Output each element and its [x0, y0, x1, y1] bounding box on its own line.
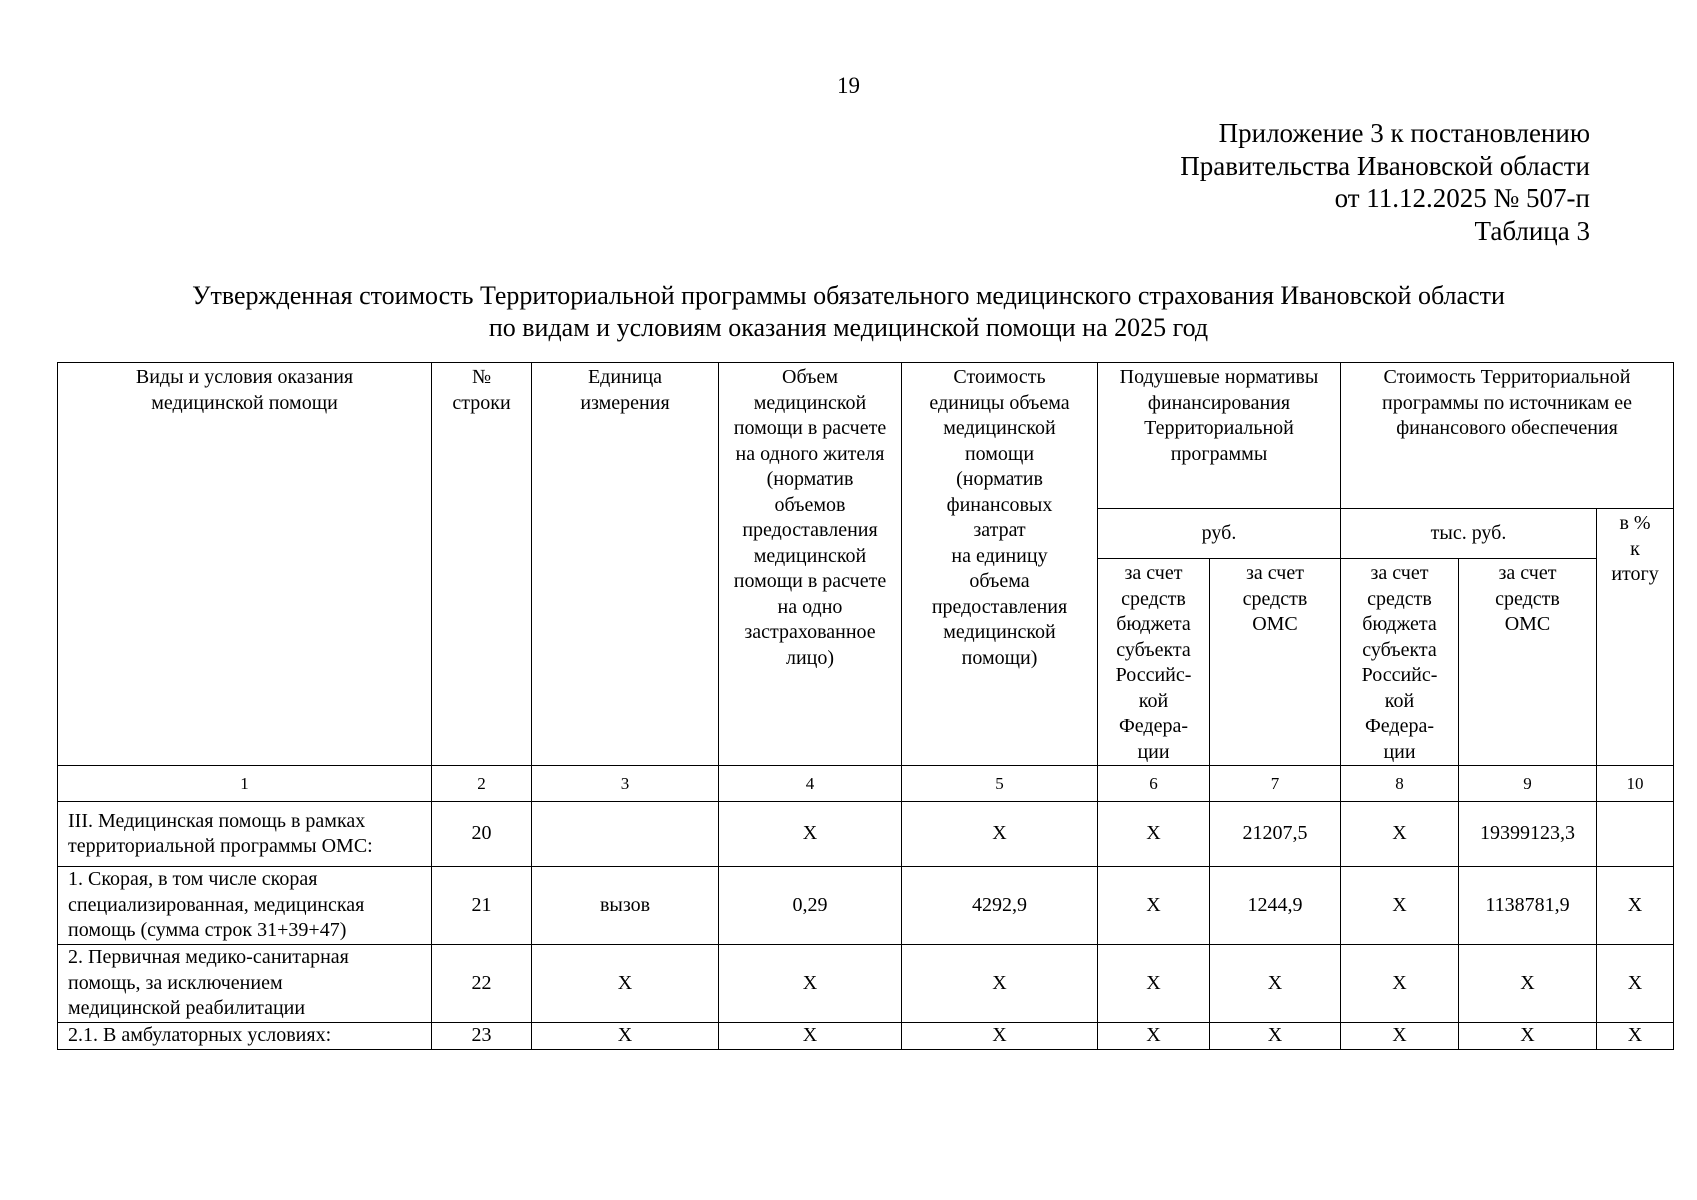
header-text: кой: [1384, 689, 1415, 712]
row-name: [58, 802, 432, 867]
header-text: Российс-: [1361, 664, 1438, 686]
column-number: 3: [532, 766, 719, 802]
column-number: 6: [1098, 766, 1210, 802]
header-text: №: [471, 366, 492, 388]
column-number: 1: [58, 766, 432, 802]
row-name-line: 2.1. В амбулаторных условиях:: [68, 1024, 332, 1046]
header-text: Единица: [587, 366, 663, 388]
row-unit-cost: 4292,9: [902, 867, 1098, 945]
header-text: Стоимость Территориальной: [1383, 366, 1631, 388]
appendix-block: [1180, 117, 1590, 247]
row-volume: X: [719, 945, 902, 1023]
header-text: Федера-: [1364, 715, 1434, 737]
row-name: [58, 945, 432, 1023]
header-text: (норматив: [956, 468, 1043, 490]
header-text: за счет: [1370, 562, 1429, 584]
row-name-line: специализированная, медицинская: [68, 893, 365, 916]
row-per-capita-budget: X: [1098, 945, 1210, 1023]
row-name: [58, 867, 432, 945]
header-text: средств: [1495, 587, 1560, 610]
table-row: [58, 1023, 1674, 1050]
row-per-capita-oms: X: [1210, 945, 1341, 1023]
row-name-line: помощь, за исключением: [68, 971, 283, 994]
header-text: Территориальной: [1144, 417, 1294, 439]
column-number: 2: [432, 766, 532, 802]
row-percent: [1597, 802, 1674, 867]
header-text: лицо): [785, 646, 835, 669]
header-text: итогу: [1611, 563, 1659, 585]
header-text: Стоимость: [953, 366, 1046, 388]
header-text: финансового обеспечения: [1396, 417, 1618, 439]
header-text: ОМС: [1252, 613, 1298, 635]
row-number: 20: [432, 802, 532, 867]
row-name-line: медицинской реабилитации: [68, 997, 306, 1020]
header-text: субъекта: [1362, 638, 1437, 661]
header-text: объема: [969, 570, 1030, 592]
row-name-line: территориальной программы ОМС:: [68, 835, 373, 857]
table-label: Таблица 3: [1474, 215, 1590, 246]
header-text: финансирования: [1147, 391, 1291, 414]
header-per-capita-budget: [1098, 559, 1210, 766]
header-text: Подушевые нормативы: [1119, 366, 1319, 388]
header-text: субъекта: [1116, 638, 1191, 661]
row-number: 21: [432, 867, 532, 945]
row-total-budget: X: [1341, 1023, 1459, 1050]
header-text: ции: [1383, 740, 1416, 763]
header-text: в %: [1619, 512, 1651, 534]
header-text: за счет: [1246, 562, 1304, 584]
header-text: медицинской: [943, 621, 1056, 643]
header-per-capita-group: [1098, 363, 1341, 509]
column-number: 10: [1597, 766, 1674, 802]
header-text: строки: [452, 391, 511, 414]
row-unit-cost: X: [902, 945, 1098, 1023]
header-text: бюджета: [1362, 613, 1437, 635]
row-total-budget: X: [1341, 945, 1459, 1023]
row-percent: X: [1597, 867, 1674, 945]
column-number: 4: [719, 766, 902, 802]
header-unit: [532, 363, 719, 766]
row-volume: X: [719, 802, 902, 867]
row-per-capita-budget: X: [1098, 802, 1210, 867]
header-total-oms: [1459, 559, 1597, 766]
header-text: за счет: [1498, 562, 1557, 584]
header-text: Объем: [782, 366, 838, 388]
header-text: Федера-: [1118, 715, 1188, 737]
header-rub: руб.: [1098, 509, 1341, 559]
header-per-capita-oms: [1210, 559, 1341, 766]
title-line: по видам и условиям оказания медицинской помощи на 2025 год: [488, 313, 1209, 342]
cost-table: [57, 362, 1674, 1050]
header-text: средств: [1242, 587, 1308, 610]
header-total-cost-group: [1341, 363, 1674, 509]
row-volume: X: [719, 1023, 902, 1050]
header-text: медицинской: [943, 417, 1056, 439]
row-per-capita-oms: 1244,9: [1210, 867, 1341, 945]
column-number-row: [58, 766, 1674, 802]
row-per-capita-budget: X: [1098, 867, 1210, 945]
column-number: 9: [1459, 766, 1597, 802]
row-percent: X: [1597, 1023, 1674, 1050]
header-unit-cost: [902, 363, 1098, 766]
table-row: [58, 945, 1674, 1023]
header-text: измерения: [580, 391, 670, 414]
row-unit: X: [532, 1023, 719, 1050]
row-total-budget: X: [1341, 867, 1459, 945]
row-total-budget: X: [1341, 802, 1459, 867]
header-text: средств: [1367, 587, 1432, 610]
header-text: затрат: [973, 519, 1026, 541]
header-text: программы: [1170, 442, 1268, 465]
header-text: программы по источникам ее: [1382, 391, 1632, 414]
row-total-oms: X: [1459, 1023, 1597, 1050]
column-number: 7: [1210, 766, 1341, 802]
header-types: [58, 363, 432, 766]
row-per-capita-budget: X: [1098, 1023, 1210, 1050]
document-title: [0, 280, 1697, 344]
row-unit-cost: X: [902, 802, 1098, 867]
row-name-line: 1. Скорая, в том числе скорая: [68, 868, 318, 891]
row-name-line: III. Медицинская помощь в рамках: [68, 809, 366, 832]
appendix-line: Правительства Ивановской области: [1180, 150, 1590, 181]
row-percent: X: [1597, 945, 1674, 1023]
header-text: объемов: [774, 493, 846, 516]
header-text: финансовых: [946, 493, 1053, 516]
appendix-line: от 11.12.2025 № 507-п: [1334, 183, 1590, 213]
row-total-oms: 19399123,3: [1459, 802, 1597, 867]
header-text: средств: [1121, 587, 1186, 610]
row-unit-cost: X: [902, 1023, 1098, 1050]
header-text: к: [1630, 537, 1640, 560]
header-volume: [719, 363, 902, 766]
row-per-capita-oms: 21207,5: [1210, 802, 1341, 867]
header-text: помощи): [961, 646, 1038, 669]
header-total-budget: [1341, 559, 1459, 766]
header-text: помощи в расчете: [733, 417, 887, 439]
row-name-line: 2. Первичная медико-санитарная: [68, 946, 349, 969]
row-number: 23: [432, 1023, 532, 1050]
header-text: предоставления: [742, 519, 878, 541]
header-text: медицинской помощи: [151, 391, 338, 414]
row-name: [58, 1023, 432, 1050]
row-unit: [532, 802, 719, 867]
header-text: (норматив: [766, 468, 854, 490]
header-text: на единицу: [951, 544, 1048, 567]
header-text: медицинской: [753, 544, 867, 567]
header-text: помощи в расчете: [733, 570, 887, 592]
header-text: единицы объема: [929, 391, 1070, 414]
header-text: кой: [1138, 689, 1169, 712]
header-text: на одного жителя: [735, 442, 885, 465]
header-text: ции: [1137, 740, 1170, 763]
header-text: на одно: [777, 595, 843, 618]
header-text: Виды и условия оказания: [135, 366, 354, 388]
header-row-number: [432, 363, 532, 766]
table-row: [58, 802, 1674, 867]
header-text: ОМС: [1504, 613, 1551, 635]
row-per-capita-oms: X: [1210, 1023, 1341, 1050]
page-number: 19: [837, 73, 860, 98]
row-number: 22: [432, 945, 532, 1023]
header-text: бюджета: [1116, 613, 1191, 635]
appendix-line: Приложение 3 к постановлению: [1218, 118, 1590, 148]
title-line: Утвержденная стоимость Территориальной программы обязательного медицинского страхования Ивановской области: [192, 281, 1505, 310]
header-thous-rub: тыс. руб.: [1341, 509, 1597, 559]
header-text: застрахованное: [744, 621, 876, 643]
header-text: предоставления: [931, 595, 1068, 618]
row-volume: 0,29: [719, 867, 902, 945]
row-total-oms: 1138781,9: [1459, 867, 1597, 945]
row-unit: вызов: [532, 867, 719, 945]
header-text: за счет: [1124, 562, 1183, 584]
header-text: медицинской: [753, 391, 867, 414]
header-text: помощи: [964, 442, 1035, 465]
column-number: 5: [902, 766, 1098, 802]
row-name-line: помощь (сумма строк 31+39+47): [68, 919, 347, 942]
header-percent: [1597, 509, 1674, 766]
header-text: Российс-: [1115, 664, 1192, 686]
row-unit: X: [532, 945, 719, 1023]
table-row: [58, 867, 1674, 945]
row-total-oms: X: [1459, 945, 1597, 1023]
column-number: 8: [1341, 766, 1459, 802]
